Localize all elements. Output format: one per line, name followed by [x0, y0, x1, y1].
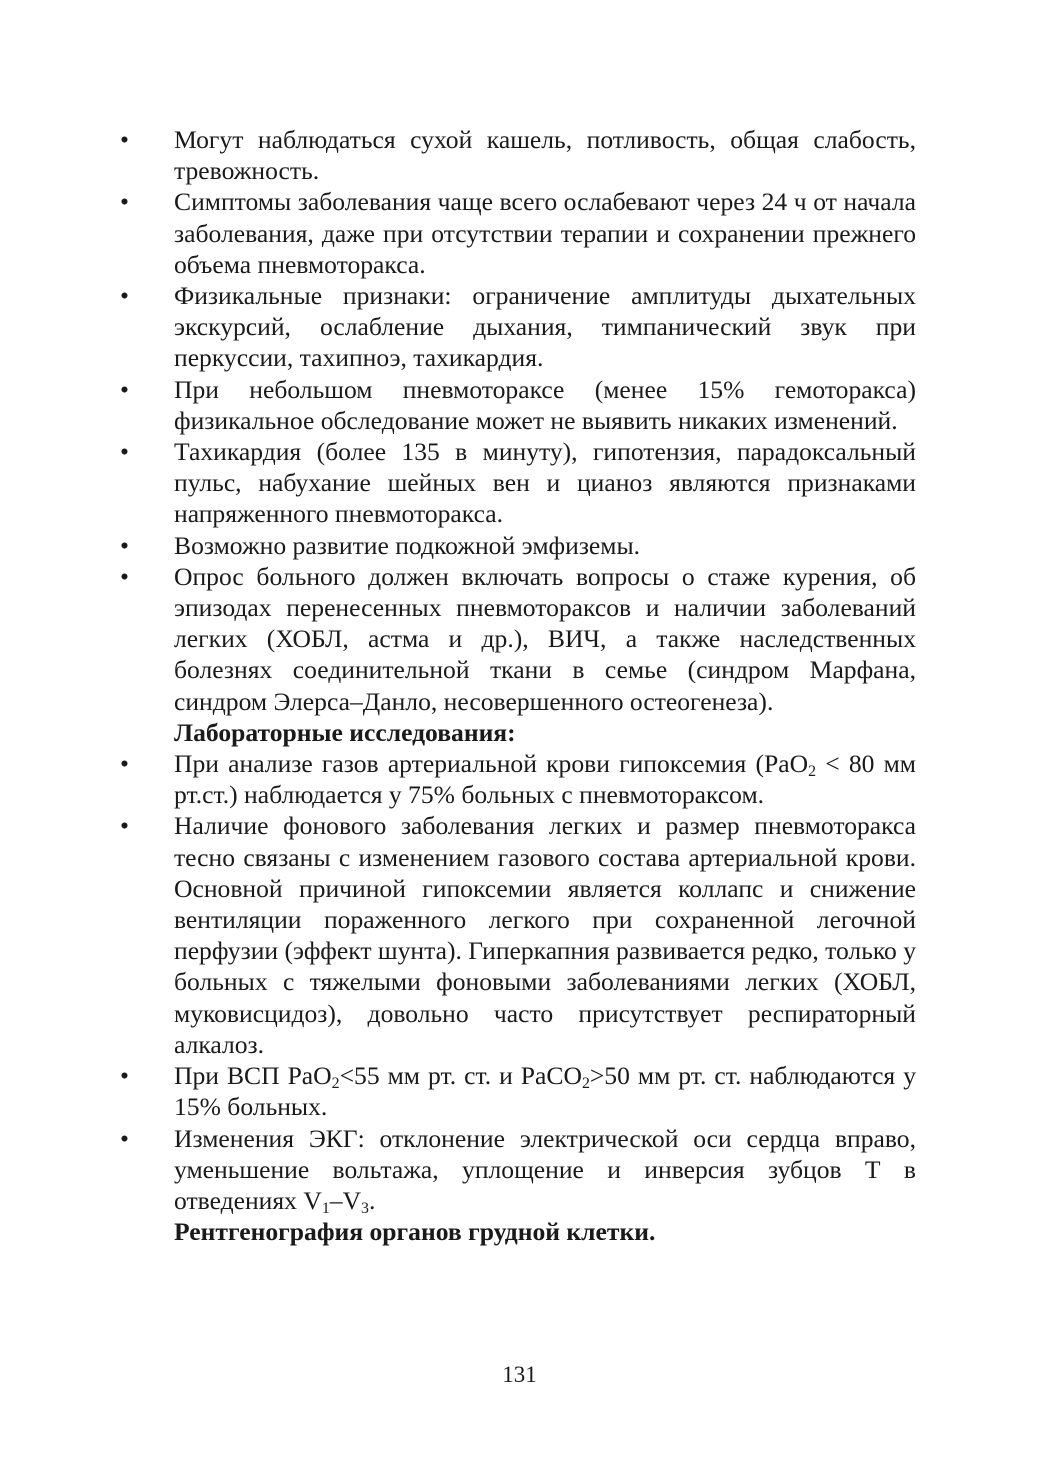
- list-item-text: Симптомы заболевания чаще всего ослабевают через 24 ч от начала заболевания, даже при отсутствии терапии и сохранении прежнего объема пневмоторакса.: [174, 187, 916, 279]
- list-item-text: [174, 1123, 916, 1217]
- subscript: 2: [581, 1075, 590, 1093]
- list-item-text: Могут наблюдаться сухой кашель, потливость, общая слабость, тревожность.: [174, 125, 916, 186]
- list-item: [120, 124, 916, 186]
- list-item: [120, 1060, 916, 1122]
- subscript: 2: [808, 763, 816, 781]
- subscript: 2: [331, 1075, 340, 1093]
- section-heading-lab: Лабораторные исследования:: [174, 717, 516, 747]
- subscript: 1: [321, 1199, 330, 1217]
- text-run: .: [368, 1185, 376, 1215]
- bullet-icon: •: [120, 561, 129, 591]
- list-item: [120, 530, 916, 561]
- list-item: [120, 1123, 916, 1217]
- text-run: При ВСП PaO: [174, 1061, 332, 1091]
- list-item-text: Физикальные признаки: ограничение амплитуды дыхательных экскурсий, ослабление дыхания, тимпанический звук при перкуссии, тахипноэ, тахикардия.: [174, 281, 916, 373]
- list-item: [120, 186, 916, 280]
- bullet-icon: •: [120, 437, 129, 467]
- list-item-text: При небольшом пневмотораксе (менее 15% гемоторакса) физикальное обследование может не выявить никаких изменений.: [174, 374, 916, 435]
- bullet-icon: •: [120, 281, 129, 311]
- list-item-text: [174, 1060, 916, 1122]
- list-item-text: Наличие фонового заболевания легких и размер пневмоторакса тесно связаны с изменением газового состава артериальной крови. Основной причиной гипоксемии является коллапс и снижение вентиляции пораженного легкого при сохраненной легочной перфузии (эффект шунта). Гиперкапния развивается редко, только у больных с тяжелыми фоновыми заболеваниями легких (ХОБЛ, муковисцидоз), довольно часто присутствует респираторный алкалоз.: [174, 811, 916, 1059]
- list-item-text: [174, 748, 916, 810]
- text-run: <55 мм рт. ст. и PaCO: [339, 1061, 582, 1091]
- list-item: [120, 280, 916, 374]
- bullet-icon: •: [120, 749, 129, 779]
- bullet-icon: •: [120, 187, 129, 217]
- list-item: [120, 561, 916, 717]
- bullet-icon: •: [120, 530, 129, 560]
- bullet-icon: •: [120, 1061, 129, 1091]
- bullet-icon: •: [120, 1123, 129, 1153]
- bullet-icon: •: [120, 811, 129, 841]
- list-item: [120, 810, 916, 1060]
- list-item-text: Возможно развитие подкожной эмфиземы.: [174, 530, 641, 560]
- section-heading-xray: Рентгенография органов грудной клетки.: [174, 1217, 656, 1247]
- text-run: –V: [329, 1185, 362, 1215]
- list-item-text: Опрос больного должен включать вопросы о стаже курения, об эпизодах перенесенных пневмотораксов и наличии заболеваний легких (ХОБЛ, астма и др.), ВИЧ, а также наследственных болезнях соединительной ткани в семье (синдром Марфана, синдром Элерса–Данло, несовершенного остеогенеза).: [174, 561, 916, 716]
- list-item: [120, 374, 916, 436]
- bullet-icon: •: [120, 125, 129, 154]
- text-run: Изменения ЭКГ: отклонение электрической оси сердца вправо, уменьшение вольтажа, уплощение и инверсия зубцов Т в отведениях V: [174, 1123, 916, 1215]
- list-item: [120, 436, 916, 530]
- list-item-text: Тахикардия (более 135 в минуту), гипотензия, парадоксальный пульс, набухание шейных вен и цианоз являются признаками напряженного пневмоторакса.: [174, 437, 916, 529]
- text-run: При анализе газов артериальной крови гипоксемия (PaO: [174, 749, 809, 779]
- subscript: 3: [361, 1199, 369, 1217]
- list-item: [120, 748, 916, 810]
- page-content: [120, 124, 916, 1247]
- text-run: < 80 мм рт.ст.) наблюдается у 75% больных с пневмотораксом.: [174, 749, 916, 810]
- text-run: >50 мм рт. ст. наблюдаются у 15% больных.: [174, 1061, 916, 1122]
- bullet-icon: •: [120, 374, 129, 404]
- page-number: 131: [502, 1362, 537, 1387]
